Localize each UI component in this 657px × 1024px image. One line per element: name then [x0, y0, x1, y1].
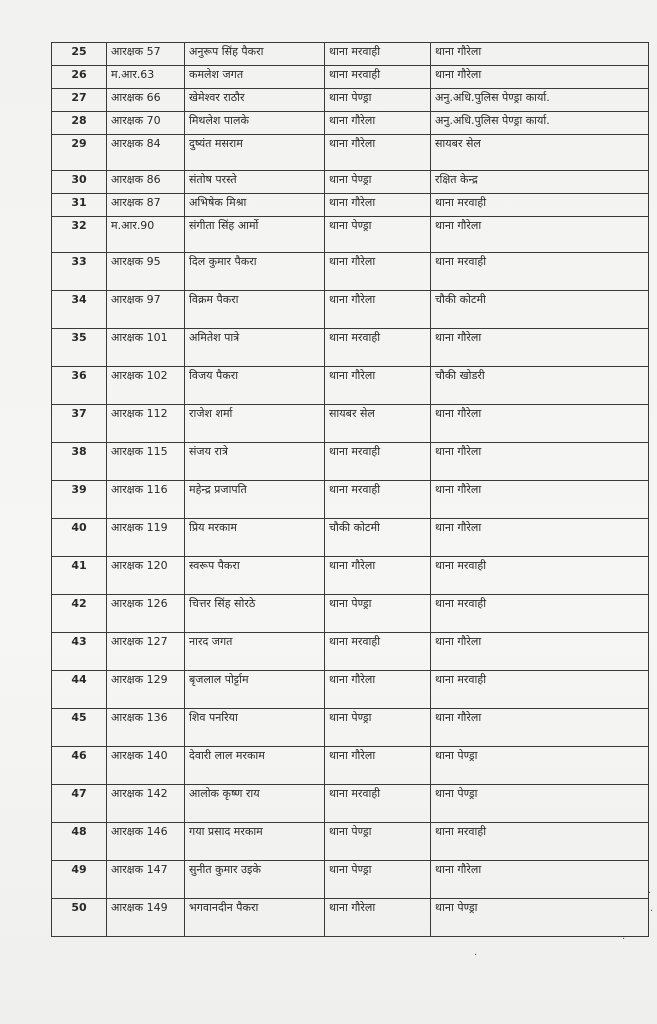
table-row	[52, 171, 649, 194]
cell-rank: आरक्षक 119	[107, 519, 185, 557]
cell-name: खेमेश्वर राठौर	[185, 89, 325, 112]
cell-from-posting: चौकी कोटमी	[325, 519, 431, 557]
table-row	[52, 217, 649, 253]
cell-rank: आरक्षक 101	[107, 329, 185, 367]
cell-from-posting: थाना मरवाही	[325, 329, 431, 367]
cell-from-posting: थाना गौरेला	[325, 135, 431, 171]
cell-serial-number: 45	[52, 709, 107, 747]
cell-from-posting: थाना पेण्ड्रा	[325, 823, 431, 861]
cell-from-posting: थाना गौरेला	[325, 194, 431, 217]
cell-to-posting: थाना गौरेला	[431, 519, 649, 557]
cell-from-posting: थाना पेण्ड्रा	[325, 89, 431, 112]
table-row	[52, 405, 649, 443]
table-row	[52, 557, 649, 595]
cell-from-posting: थाना पेण्ड्रा	[325, 217, 431, 253]
cell-name: भगवानदीन पैकरा	[185, 899, 325, 937]
cell-from-posting: थाना मरवाही	[325, 43, 431, 66]
cell-to-posting: थाना मरवाही	[431, 595, 649, 633]
cell-from-posting: थाना मरवाही	[325, 785, 431, 823]
scan-speck: ·	[650, 906, 654, 917]
cell-from-posting: थाना पेण्ड्रा	[325, 861, 431, 899]
cell-name: मिथलेश पालके	[185, 112, 325, 135]
cell-to-posting: थाना गौरेला	[431, 861, 649, 899]
cell-name: प्रिय मरकाम	[185, 519, 325, 557]
table-row	[52, 709, 649, 747]
cell-serial-number: 38	[52, 443, 107, 481]
cell-rank: आरक्षक 86	[107, 171, 185, 194]
cell-serial-number: 46	[52, 747, 107, 785]
cell-to-posting: थाना गौरेला	[431, 709, 649, 747]
table-row	[52, 443, 649, 481]
cell-rank: आरक्षक 97	[107, 291, 185, 329]
cell-name: अभिषेक मिश्रा	[185, 194, 325, 217]
table-row	[52, 481, 649, 519]
cell-from-posting: थाना गौरेला	[325, 747, 431, 785]
cell-from-posting: सायबर सेल	[325, 405, 431, 443]
cell-rank: आरक्षक 84	[107, 135, 185, 171]
table-row	[52, 43, 649, 66]
cell-to-posting: थाना गौरेला	[431, 329, 649, 367]
cell-from-posting: थाना पेण्ड्रा	[325, 709, 431, 747]
cell-to-posting: चौकी कोटमी	[431, 291, 649, 329]
cell-serial-number: 43	[52, 633, 107, 671]
cell-serial-number: 27	[52, 89, 107, 112]
cell-serial-number: 41	[52, 557, 107, 595]
table-row	[52, 253, 649, 291]
cell-name: नारद जगत	[185, 633, 325, 671]
cell-from-posting: थाना गौरेला	[325, 557, 431, 595]
cell-to-posting: रक्षित केन्द्र	[431, 171, 649, 194]
cell-to-posting: चौकी खोडरी	[431, 367, 649, 405]
cell-rank: आरक्षक 136	[107, 709, 185, 747]
cell-name: संतोष परस्ते	[185, 171, 325, 194]
cell-to-posting: थाना गौरेला	[431, 405, 649, 443]
cell-name: दुष्यंत मसराम	[185, 135, 325, 171]
cell-rank: आरक्षक 70	[107, 112, 185, 135]
cell-serial-number: 50	[52, 899, 107, 937]
scan-speck: ·	[622, 934, 626, 945]
cell-serial-number: 44	[52, 671, 107, 709]
cell-serial-number: 25	[52, 43, 107, 66]
cell-from-posting: थाना मरवाही	[325, 481, 431, 519]
cell-to-posting: थाना पेण्ड्रा	[431, 785, 649, 823]
cell-rank: आरक्षक 57	[107, 43, 185, 66]
cell-rank: आरक्षक 140	[107, 747, 185, 785]
cell-to-posting: थाना मरवाही	[431, 253, 649, 291]
cell-to-posting: थाना मरवाही	[431, 557, 649, 595]
cell-name: विक्रम पैकरा	[185, 291, 325, 329]
table-row	[52, 671, 649, 709]
cell-from-posting: थाना पेण्ड्रा	[325, 171, 431, 194]
cell-serial-number: 49	[52, 861, 107, 899]
cell-from-posting: थाना गौरेला	[325, 671, 431, 709]
cell-name: गया प्रसाद मरकाम	[185, 823, 325, 861]
cell-to-posting: थाना गौरेला	[431, 217, 649, 253]
cell-rank: आरक्षक 87	[107, 194, 185, 217]
cell-rank: आरक्षक 127	[107, 633, 185, 671]
cell-from-posting: थाना गौरेला	[325, 367, 431, 405]
cell-to-posting: थाना गौरेला	[431, 633, 649, 671]
cell-name: संगीता सिंह आर्मो	[185, 217, 325, 253]
cell-rank: म.आर.90	[107, 217, 185, 253]
transfer-table-body	[52, 43, 652, 937]
cell-rank: आरक्षक 66	[107, 89, 185, 112]
cell-serial-number: 39	[52, 481, 107, 519]
cell-to-posting: अनु.अधि.पुलिस पेण्ड्रा कार्या.	[431, 89, 649, 112]
table-row	[52, 112, 649, 135]
cell-name: अनुरूप सिंह पैकरा	[185, 43, 325, 66]
cell-to-posting: थाना गौरेला	[431, 43, 649, 66]
cell-rank: आरक्षक 149	[107, 899, 185, 937]
table-row	[52, 747, 649, 785]
cell-name: महेन्द्र प्रजापति	[185, 481, 325, 519]
cell-name: दिल कुमार पैकरा	[185, 253, 325, 291]
cell-to-posting: थाना मरवाही	[431, 194, 649, 217]
cell-name: अमितेश पात्रे	[185, 329, 325, 367]
cell-rank: आरक्षक 95	[107, 253, 185, 291]
table-row	[52, 194, 649, 217]
cell-serial-number: 40	[52, 519, 107, 557]
cell-name: सुनीत कुमार उइके	[185, 861, 325, 899]
cell-to-posting: थाना मरवाही	[431, 823, 649, 861]
cell-serial-number: 26	[52, 66, 107, 89]
cell-serial-number: 37	[52, 405, 107, 443]
table-row	[52, 861, 649, 899]
cell-from-posting: थाना मरवाही	[325, 66, 431, 89]
cell-name: आलोक कृष्ण राय	[185, 785, 325, 823]
cell-serial-number: 35	[52, 329, 107, 367]
cell-serial-number: 32	[52, 217, 107, 253]
cell-serial-number: 28	[52, 112, 107, 135]
table-row	[52, 823, 649, 861]
cell-name: चित्तर सिंह सोरठे	[185, 595, 325, 633]
cell-name: कमलेश जगत	[185, 66, 325, 89]
cell-rank: आरक्षक 147	[107, 861, 185, 899]
table-row	[52, 135, 649, 171]
cell-name: विजय पैकरा	[185, 367, 325, 405]
cell-serial-number: 42	[52, 595, 107, 633]
cell-to-posting: थाना गौरेला	[431, 66, 649, 89]
cell-to-posting: थाना गौरेला	[431, 443, 649, 481]
cell-to-posting: सायबर सेल	[431, 135, 649, 171]
cell-rank: आरक्षक 146	[107, 823, 185, 861]
cell-serial-number: 33	[52, 253, 107, 291]
cell-from-posting: थाना पेण्ड्रा	[325, 595, 431, 633]
cell-rank: आरक्षक 120	[107, 557, 185, 595]
cell-to-posting: थाना मरवाही	[431, 671, 649, 709]
cell-name: शिव पनरिया	[185, 709, 325, 747]
cell-rank: आरक्षक 112	[107, 405, 185, 443]
table-row	[52, 785, 649, 823]
cell-serial-number: 47	[52, 785, 107, 823]
table-row	[52, 89, 649, 112]
cell-to-posting: थाना पेण्ड्रा	[431, 899, 649, 937]
table-row	[52, 595, 649, 633]
cell-serial-number: 36	[52, 367, 107, 405]
cell-to-posting: थाना गौरेला	[431, 481, 649, 519]
table-row	[52, 367, 649, 405]
cell-from-posting: थाना गौरेला	[325, 291, 431, 329]
cell-name: बृजलाल पोर्ट्टाम	[185, 671, 325, 709]
cell-serial-number: 30	[52, 171, 107, 194]
cell-serial-number: 48	[52, 823, 107, 861]
cell-serial-number: 29	[52, 135, 107, 171]
cell-rank: आरक्षक 129	[107, 671, 185, 709]
cell-name: स्वरूप पैकरा	[185, 557, 325, 595]
cell-serial-number: 34	[52, 291, 107, 329]
cell-rank: आरक्षक 142	[107, 785, 185, 823]
cell-serial-number: 31	[52, 194, 107, 217]
cell-rank: म.आर.63	[107, 66, 185, 89]
cell-from-posting: थाना मरवाही	[325, 443, 431, 481]
cell-from-posting: थाना मरवाही	[325, 633, 431, 671]
cell-rank: आरक्षक 116	[107, 481, 185, 519]
cell-to-posting: अनु.अधि.पुलिस पेण्ड्रा कार्या.	[431, 112, 649, 135]
cell-from-posting: थाना गौरेला	[325, 253, 431, 291]
table-row	[52, 633, 649, 671]
cell-from-posting: थाना गौरेला	[325, 112, 431, 135]
cell-name: संजय रात्रे	[185, 443, 325, 481]
table-row	[52, 519, 649, 557]
table-row	[52, 899, 649, 937]
scan-speck: ·	[648, 888, 652, 899]
transfer-table	[51, 42, 652, 937]
table-row	[52, 329, 649, 367]
cell-rank: आरक्षक 115	[107, 443, 185, 481]
cell-name: राजेश शर्मा	[185, 405, 325, 443]
scan-speck: ·	[474, 950, 478, 961]
cell-name: देवारी लाल मरकाम	[185, 747, 325, 785]
cell-rank: आरक्षक 102	[107, 367, 185, 405]
cell-from-posting: थाना गौरेला	[325, 899, 431, 937]
cell-to-posting: थाना पेण्ड्रा	[431, 747, 649, 785]
cell-rank: आरक्षक 126	[107, 595, 185, 633]
table-row	[52, 291, 649, 329]
table-row	[52, 66, 649, 89]
